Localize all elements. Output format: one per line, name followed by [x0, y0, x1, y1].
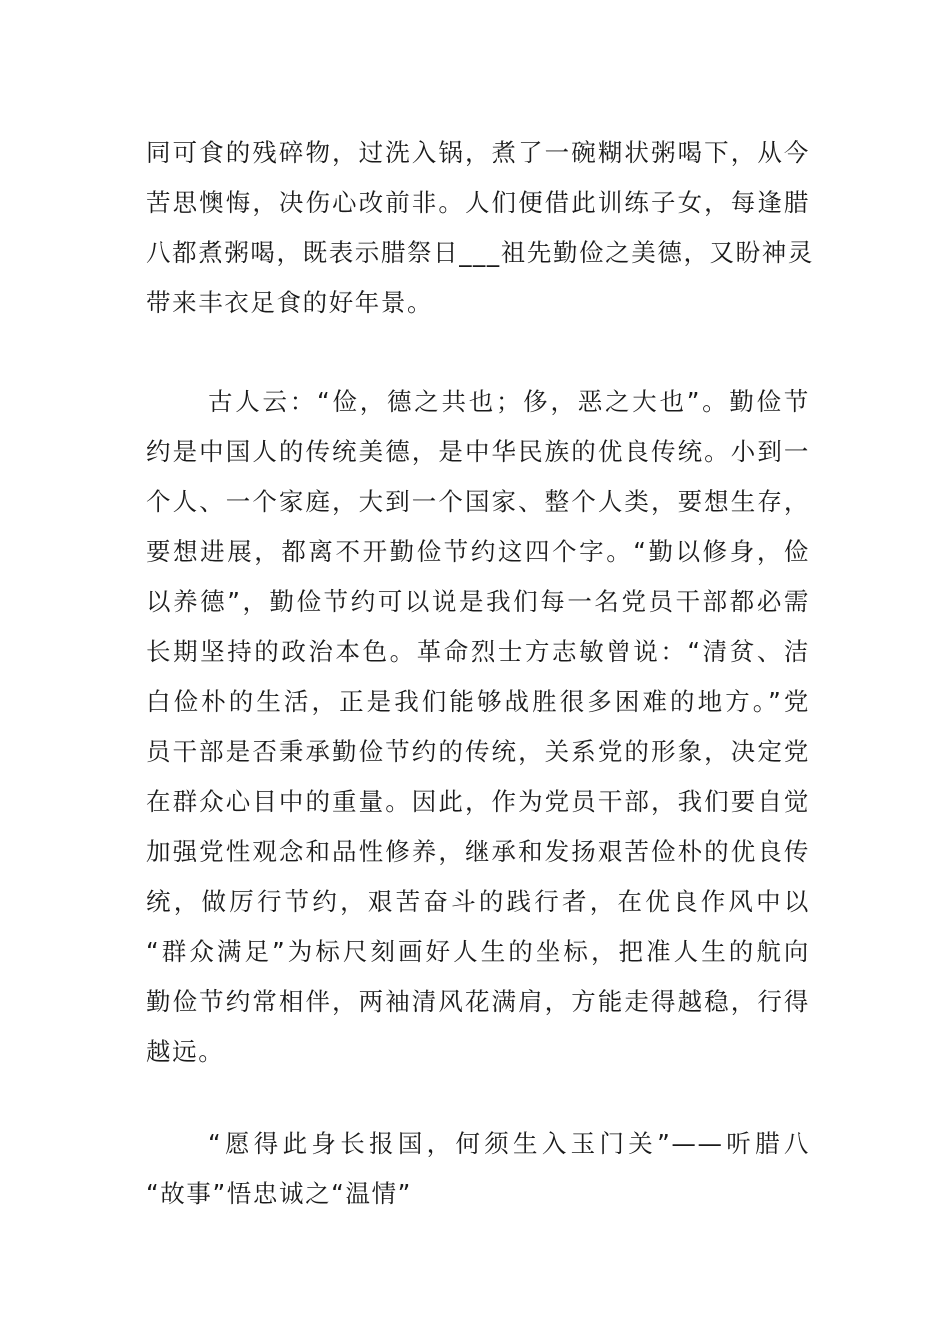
text-line: 以养德”，勤俭节约可以说是我们每一名党员干部都必需: [146, 587, 810, 616]
paragraph-2: [146, 377, 810, 1077]
text-line: 八都煮粥喝，既表示腊祭日___祖先勤俭之美德，又盼神灵: [146, 238, 814, 267]
paragraph-1: [146, 128, 814, 328]
text-line: 长期坚持的政治本色。革命烈士方志敏曾说：“清贫、洁: [146, 637, 810, 666]
text-line: 同可食的残碎物，过洗入锅，煮了一碗糊状粥喝下，从今: [146, 138, 810, 167]
text-line: 加强党性观念和品性修养，继承和发扬艰苦俭朴的优良传: [146, 837, 810, 866]
text-line: 白俭朴的生活，正是我们能够战胜很多困难的地方。”党: [146, 687, 810, 716]
text-line: 在群众心目中的重量。因此，作为党员干部，我们要自觉: [146, 787, 810, 816]
text-line: 统，做厉行节约，艰苦奋斗的践行者，在优良作风中以: [146, 887, 810, 916]
text-line: 带来丰衣足食的好年景。: [146, 288, 434, 317]
text-line: 要想进展，都离不开勤俭节约这四个字。“勤以修身，俭: [146, 537, 810, 566]
heading-line: “故事”悟忠诚之“温情”: [146, 1179, 412, 1208]
text-line: 约是中国人的传统美德，是中华民族的优良传统。小到一: [146, 437, 810, 466]
text-line: 员干部是否秉承勤俭节约的传统，关系党的形象，决定党: [146, 737, 810, 766]
text-line: 个人、一个家庭，大到一个国家、整个人类，要想生存，: [146, 487, 810, 516]
heading-line: “愿得此身长报国，何须生入玉门关”——听腊八: [208, 1129, 810, 1158]
text-line: 越远。: [146, 1037, 225, 1066]
text-line: 古人云：“俭，德之共也；侈，恶之大也”。勤俭节: [208, 387, 810, 416]
text-line: 勤俭节约常相伴，两袖清风花满肩，方能走得越稳，行得: [146, 987, 810, 1016]
section-heading: [146, 1119, 810, 1219]
text-line: 苦思懊悔，决伤心改前非。人们便借此训练子女，每逢腊: [146, 188, 810, 217]
text-line: “群众满足”为标尺刻画好人生的坐标，把准人生的航向: [146, 937, 810, 966]
